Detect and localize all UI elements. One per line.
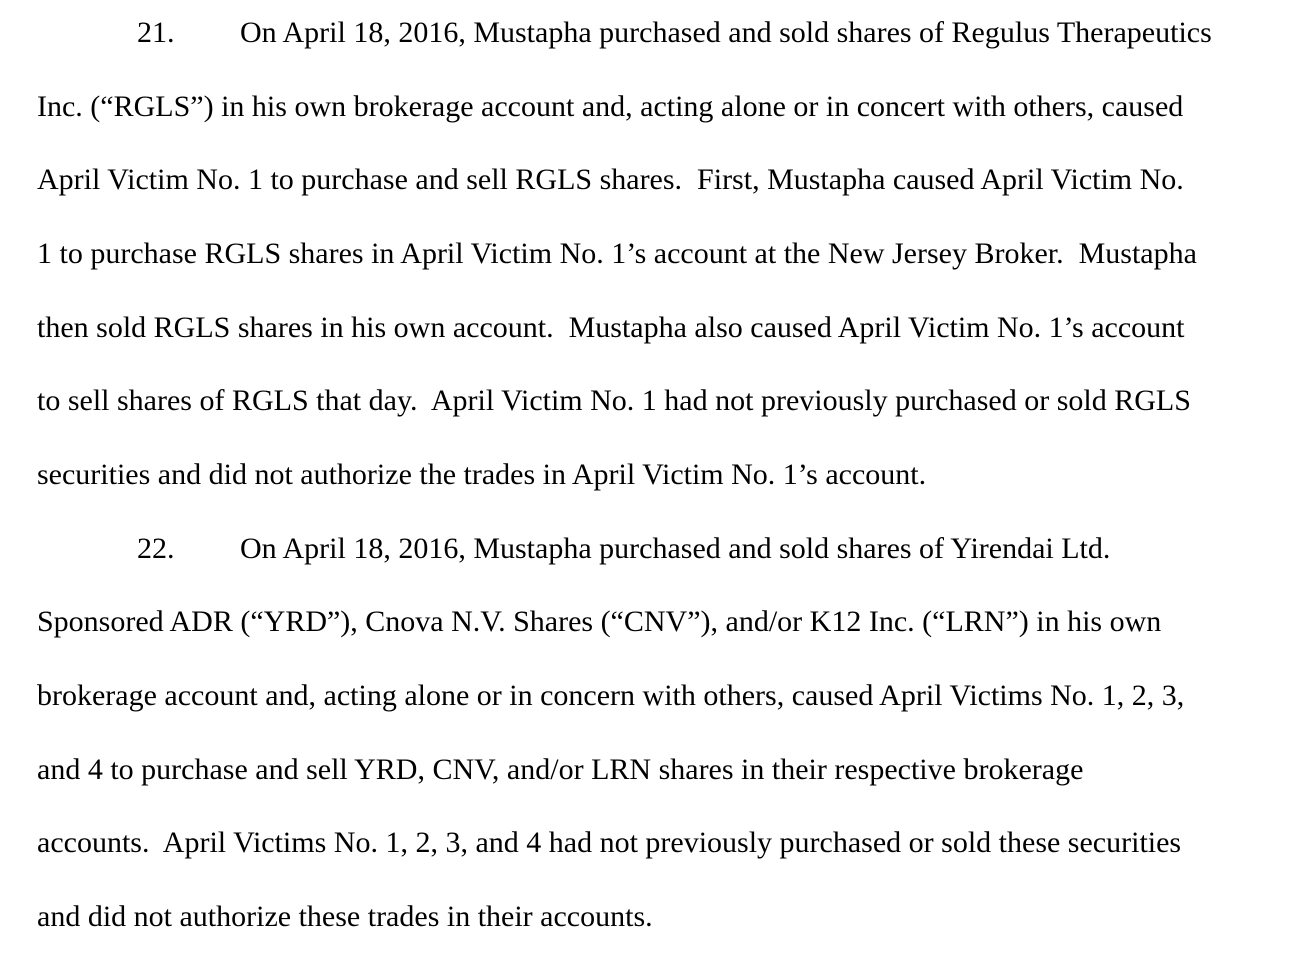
text-line: 1 to purchase RGLS shares in April Victim No. 1’s account at the New Jersey Broker. Mustapha	[37, 236, 1197, 270]
line-text: On April 18, 2016, Mustapha purchased and sold shares of Regulus Therapeutics	[240, 16, 1212, 49]
paragraph-number: 22.	[137, 531, 175, 565]
text-line: brokerage account and, acting alone or in concern with others, caused April Victims No. 1, 2, 3,	[37, 678, 1185, 712]
text-line: and did not authorize these trades in their accounts.	[37, 899, 653, 933]
text-line: then sold RGLS shares in his own account. Mustapha also caused April Victim No. 1’s account	[37, 310, 1185, 344]
text-line: April Victim No. 1 to purchase and sell RGLS shares. First, Mustapha caused April Victim No.	[37, 163, 1184, 197]
paragraph-21	[37, 0, 1288, 512]
text-line	[37, 512, 1288, 586]
text-line: securities and did not authorize the trades in April Victim No. 1’s account.	[37, 457, 927, 491]
text-line: Inc. (“RGLS”) in his own brokerage account and, acting alone or in concert with others, caused	[37, 89, 1184, 123]
text-line: accounts. April Victims No. 1, 2, 3, and 4 had not previously purchased or sold these securities	[37, 826, 1182, 860]
text-line: and 4 to purchase and sell YRD, CNV, and/or LRN shares in their respective brokerage	[37, 752, 1084, 786]
text-line: to sell shares of RGLS that day. April Victim No. 1 had not previously purchased or sold RGLS	[37, 384, 1191, 418]
paragraph-22	[37, 512, 1288, 954]
line-text: On April 18, 2016, Mustapha purchased and sold shares of Yirendai Ltd.	[240, 531, 1111, 565]
text-line: Sponsored ADR (“YRD”), Cnova N.V. Shares (“CNV”), and/or K12 Inc. (“LRN”) in his own	[37, 605, 1162, 639]
text-line	[37, 0, 1288, 70]
paragraph-number: 21.	[137, 16, 175, 49]
